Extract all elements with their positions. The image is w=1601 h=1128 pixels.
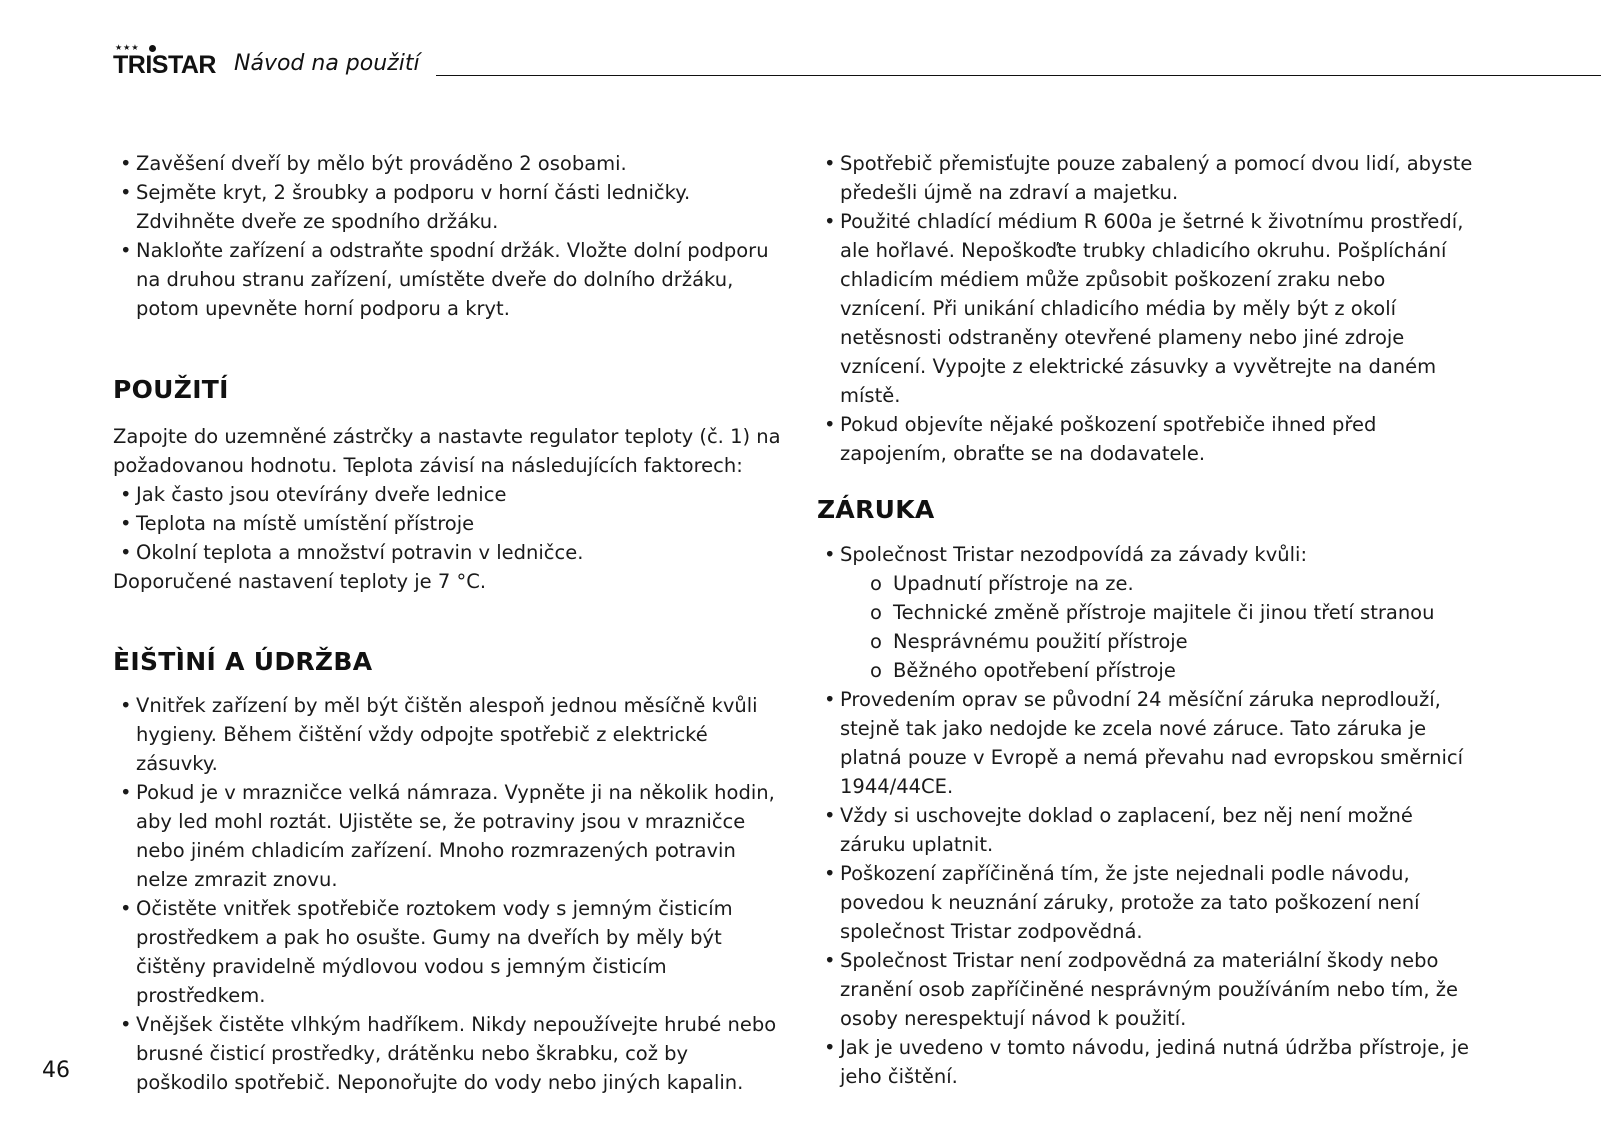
- header-divider: [436, 75, 1601, 76]
- page-number: 46: [42, 1058, 70, 1083]
- list-item: • Jak je uvedeno v tomto návodu, jediná nutná údržba přístroje, je jeho čištění.: [817, 1033, 1477, 1091]
- list-item: • Zavěšení dveří by mělo být prováděno 2 osobami.: [113, 149, 783, 178]
- list-item: • Sejměte kryt, 2 šroubky a podporu v horní části ledničky. Zdvihněte dveře ze spodního držáku.: [113, 178, 783, 236]
- sub-list-item: o Technické změně přístroje majitele či jinou třetí stranou: [840, 598, 1477, 627]
- logo-wordmark: TRISTAR: [113, 51, 216, 79]
- list-item: • Pokud objevíte nějaké poškození spotřebiče ihned před zapojením, obraťte se na dodavatele.: [817, 410, 1477, 468]
- usage-intro: Zapojte do uzemněné zástrčky a nastavte regulator teploty (č. 1) na požadovanou hodnotu. Teplota závisí na následujících faktorech:: [113, 425, 781, 477]
- left-column: [113, 149, 783, 1097]
- sub-list-item: o Upadnutí přístroje na ze.: [840, 569, 1477, 598]
- list-item: • Vždy si uschovejte doklad o zaplacení, bez něj není možné záruku uplatnit.: [817, 801, 1477, 859]
- list-item: • Použité chladící médium R 600a je šetrné k životnímu prostředí, ale hořlavé. Nepoškoďte trubky chladicího okruhu. Pošplíchání chladicím médiem může způsobit poškození zraku nebo vznícení. Při unikání chladicího média by měly být z okolí netěsnosti odstraněny otevřené plameny nebo jiné zdroje vznícení. Vypojte z elektrické zásuvky a vyvětrejte na daném místě.: [817, 207, 1477, 410]
- warranty-exclusions-intro: Společnost Tristar nezodpovídá za závady kvůli:: [840, 543, 1308, 566]
- warranty-exclusions-list: [840, 569, 1477, 685]
- list-item: • Poškození zapříčiněná tím, že jste nejednali podle návodu, povedou k neuznání záruky, protože za tato poškození není společnost Tristar zodpovědná.: [817, 859, 1477, 946]
- list-item: • Společnost Tristar není zodpovědná za materiální škody nebo zranění osob zapříčiněné nesprávným používáním nebo tím, že osoby nerespektují návod k použití.: [817, 946, 1477, 1033]
- warranty-heading: ZÁRUKA: [817, 495, 935, 524]
- list-item: • Nakloňte zařízení a odstraňte spodní držák. Vložte dolní podporu na druhou stranu zařízení, umístěte dveře do dolního držáku, potom upevněte horní podporu a kryt.: [113, 236, 783, 323]
- page-header: [113, 42, 1601, 82]
- list-item: • Jak často jsou otevírány dveře lednice: [113, 480, 783, 509]
- warranty-bullet-list: [817, 540, 1477, 1091]
- header-title: Návod na použití: [234, 51, 420, 76]
- list-item: • Pokud je v mrazničce velká námraza. Vypněte ji na několik hodin, aby led mohl roztát. Ujistěte se, že potraviny jsou v mrazničce nebo jiném chladicím zařízení. Mnoho rozmrazených potravin nelze zmrazit znovu.: [113, 778, 783, 894]
- safety-bullet-list: [817, 149, 1477, 468]
- list-item: • Spotřebič přemisťujte pouze zabalený a pomocí dvou lidí, abyste předešli újmě na zdraví a majetku.: [817, 149, 1477, 207]
- usage-heading: POUŽITÍ: [113, 375, 229, 404]
- sub-list-item: o Běžného opotřebení přístroje: [840, 656, 1477, 685]
- list-item: [817, 540, 1477, 685]
- list-item: • Okolní teplota a množství potravin v ledničce.: [113, 538, 783, 567]
- usage-factors-list: [113, 480, 783, 567]
- right-column: [817, 149, 1477, 1091]
- logo-stars-icon: ★★★: [115, 43, 140, 52]
- cleaning-heading: ÈIŠTÌNÍ A ÚDRŽBA: [113, 647, 373, 676]
- list-item: • Vnitřek zařízení by měl být čištěn alespoň jednou měsíčně kvůli hygieny. Během čištění vždy odpojte spotřebič z elektrické zásuvky.: [113, 691, 783, 778]
- installation-bullet-list: [113, 149, 783, 323]
- list-item: • Očistěte vnitřek spotřebiče roztokem vody s jemným čisticím prostředkem a pak ho osušte. Gumy na dveřích by měly být čištěny pravidelně mýdlovou vodou s jemným čisticím prostředkem.: [113, 894, 783, 1010]
- usage-recommended-temperature: Doporučené nastavení teploty je 7 °C.: [113, 570, 487, 593]
- sub-list-item: o Nesprávnému použití přístroje: [840, 627, 1477, 656]
- tristar-logo: [113, 44, 229, 80]
- list-item: • Provedením oprav se původní 24 měsíční záruka neprodlouží, stejně tak jako nedojde ke zcela nové záruce. Tato záruka je platná pouze v Evropě a nemá převahu nad evropskou směrnicí 1944/44CE.: [817, 685, 1477, 801]
- cleaning-bullet-list: [113, 691, 783, 1097]
- list-item: • Vnějšek čistěte vlhkým hadříkem. Nikdy nepoužívejte hrubé nebo brusné čisticí prostředky, drátěnku nebo škrabku, což by poškodilo spotřebič. Neponořujte do vody nebo jiných kapalin.: [113, 1010, 783, 1097]
- list-item: • Teplota na místě umístění přístroje: [113, 509, 783, 538]
